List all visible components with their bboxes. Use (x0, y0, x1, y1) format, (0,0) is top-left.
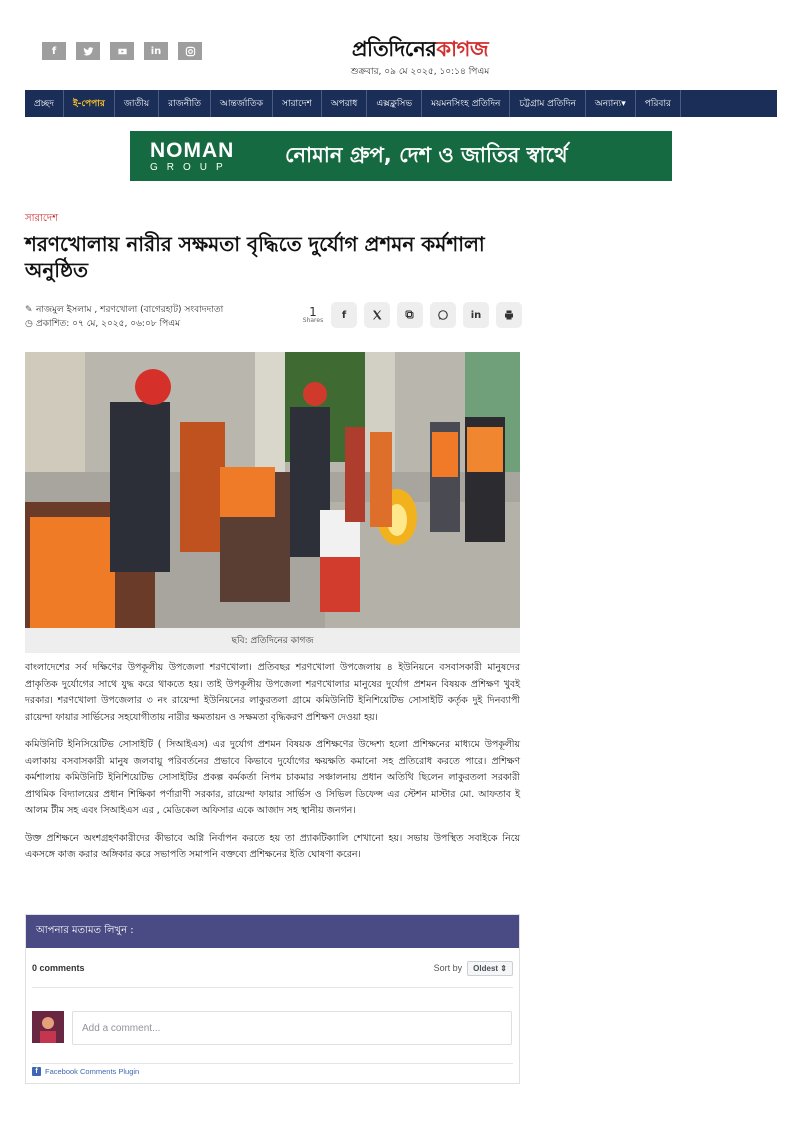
comments-section (25, 914, 520, 1084)
sort-label: Sort by (433, 963, 463, 973)
share-facebook-button[interactable]: f (331, 302, 357, 328)
nav-item[interactable]: এক্সক্লুসিভ (367, 90, 422, 117)
facebook-comments-plugin-link[interactable] (32, 1067, 139, 1076)
nav-item[interactable]: ই-পেপার (64, 90, 115, 117)
site-logo[interactable] (335, 36, 505, 82)
youtube-icon[interactable] (110, 42, 134, 60)
advertisement-banner[interactable] (130, 131, 672, 181)
share-copy-button[interactable] (397, 302, 423, 328)
photo-caption: ছবি: প্রতিদিনের কাগজ (25, 628, 520, 653)
nav-item[interactable]: প্রচ্ছদ (25, 90, 64, 117)
facebook-icon[interactable]: f (42, 42, 66, 60)
banner-brand-line2: GROUP (150, 161, 232, 173)
comments-header: আপনার মতামত লিখুন : (26, 915, 519, 948)
article-author: নাজমুল ইসলাম , শরণখোলা (বাগেরহাট) সংবাদদাতা (36, 305, 224, 315)
current-date: শুক্রবার, ০৯ মে ২০২৫, ১০:১৪ পিএম (350, 67, 490, 77)
banner-brand-line1: NOMAN (150, 138, 235, 162)
share-count (302, 306, 324, 324)
comment-input[interactable]: Add a comment... (72, 1011, 512, 1045)
banner-slogan: নোমান গ্রুপ, দেশ ও জাতির স্বার্থে (285, 142, 568, 167)
nav-item[interactable]: রাজনীতি (159, 90, 211, 117)
article-meta (25, 303, 223, 331)
plugin-label: Facebook Comments Plugin (45, 1067, 140, 1076)
linkedin-icon[interactable]: in (144, 42, 168, 60)
twitter-icon[interactable] (76, 42, 100, 60)
article-category[interactable]: সারাদেশ (25, 213, 59, 224)
clock-icon: ◷ (25, 319, 33, 329)
divider (32, 1063, 513, 1064)
logo-text-part2: কাগজ (436, 36, 489, 61)
comments-count: 0 comments (32, 963, 85, 973)
user-avatar (32, 1011, 64, 1043)
social-links (42, 42, 202, 60)
divider (32, 987, 513, 988)
share-bar (302, 302, 522, 328)
nav-item[interactable]: অপরাধ (322, 90, 368, 117)
share-count-label: Shares (302, 317, 324, 324)
facebook-icon: f (32, 1067, 41, 1076)
article-paragraph: উক্ত প্রশিক্ষনে অংশগ্রহণকারীদের কীভাবে অগ্নি নির্বাপন করতে হয় তা প্র্যাকটিক্যালি শেখানো হয়। সভায় উপস্থিত সবাইকে নিয়ে একসঙ্গে কাজ করার অঙ্গিকার করে সভাপতি সমাপনি বক্তব্যে প্রশিক্ষনের ইতি ঘোষণা করেন। (25, 832, 520, 860)
nav-item[interactable]: চট্টগ্রাম প্রতিদিন (510, 90, 585, 117)
article-paragraph: কমিউনিটি ইনিসিয়েটিভ সোসাইটি ( সিআইএস) এর দুর্যোগ প্রশমন বিষয়ক প্রশিক্ষণের উদ্দেশ্য হলো প্রশিক্ষনের মাধ্যমে উপকূলীয় এলাকায় বসবাসকারী মানুষ জলবায়ু পরিবর্তনের প্রভাবে কিভাবে দুর্যোগের ক্ষয়ক্ষতি কমানো সহ প্রতিরোধ করতে পারে। প্রশিক্ষণ কর্মশালায় কমিউনিটি ইনিশিয়েটিভ সোসাইটির প্রকল্প কর্মকর্তা নিপম চাকমার সঞ্চালনায় প্রধান অতিথি ছিলেন লাকুরতলা সরকারী প্রাথমিক বিদ্যালয়ের প্রধান শিক্ষিকা পর্ণারাণী সরকার, রায়েন্দা ফায়ার সার্ভিস ও সিভিল ডিফেন্স এর স্টেশন মাস্টার মো. আফতাব ই আলম টীম সহ এবং সিআইএস এর , মেডিকেল অফিসার একে আজাদ সহ স্থানীয় জনগন। (25, 739, 520, 816)
nav-item[interactable]: ময়মনসিংহ প্রতিদিন (422, 90, 510, 117)
logo-text-part1: প্রতিদিনের (351, 36, 437, 61)
nav-item[interactable]: আন্তর্জাতিক (211, 90, 273, 117)
banner-brand-logo (130, 140, 245, 173)
comments-toolbar (32, 955, 513, 981)
article-body (25, 660, 520, 875)
nav-item[interactable]: জাতীয় (115, 90, 159, 117)
article-published-time: প্রকাশিত: ০৭ মে, ২০২৫, ০৬:০৮ পিএম (36, 319, 181, 329)
main-navigation (25, 90, 777, 117)
share-count-number: 1 (309, 305, 317, 319)
article-photo (25, 352, 520, 628)
sort-control (434, 961, 513, 976)
pencil-icon: ✎ (25, 305, 33, 315)
share-x-button[interactable] (364, 302, 390, 328)
nav-item[interactable]: পরিবার (636, 90, 681, 117)
share-whatsapp-button[interactable] (430, 302, 456, 328)
instagram-icon[interactable] (178, 42, 202, 60)
sort-dropdown[interactable]: Oldest ⇕ (467, 961, 513, 976)
article-paragraph: বাংলাদেশের সর্ব দক্ষিণের উপকূলীয় উপজেলা শরণখোলা। প্রতিবছর শরণখোলা উপজেলায় ৪ ইউনিয়নে বসবাসকারী মানুষদের প্রাকৃতিক দুর্যোগের সাথে যুদ্ধ করে থাকতে হয়। তাই উপকূলীয় উপজেলা শরণখোলার মানুষের দুর্যোগ প্রশমন বিষয়ক প্রশিক্ষণ খুবই দরকার। শরণখোলা উপজেলার ৩ নং রায়েন্দা ইউনিয়নের লাকুরতলা গ্রামে কমিউনিটি ইনিশিয়েটিভ সোসাইটি কর্তৃক দুই দিনব্যাপী রায়েন্দা ফায়ার সার্ভিসের সহযোগীতায় নারীর ক্ষমতায়ন ও সক্ষমতা বৃদ্ধিকরণ প্রশিক্ষণ দেওয়া হয়। (25, 662, 520, 723)
share-linkedin-button[interactable]: in (463, 302, 489, 328)
print-button[interactable] (496, 302, 522, 328)
nav-item[interactable]: অন্যান্য▾ (586, 90, 636, 117)
article-title: শরণখোলায় নারীর সক্ষমতা বৃদ্ধিতে দুর্যোগ প্রশমন কর্মশালা অনুষ্ঠিত (25, 232, 485, 282)
nav-item[interactable]: সারাদেশ (273, 90, 322, 117)
